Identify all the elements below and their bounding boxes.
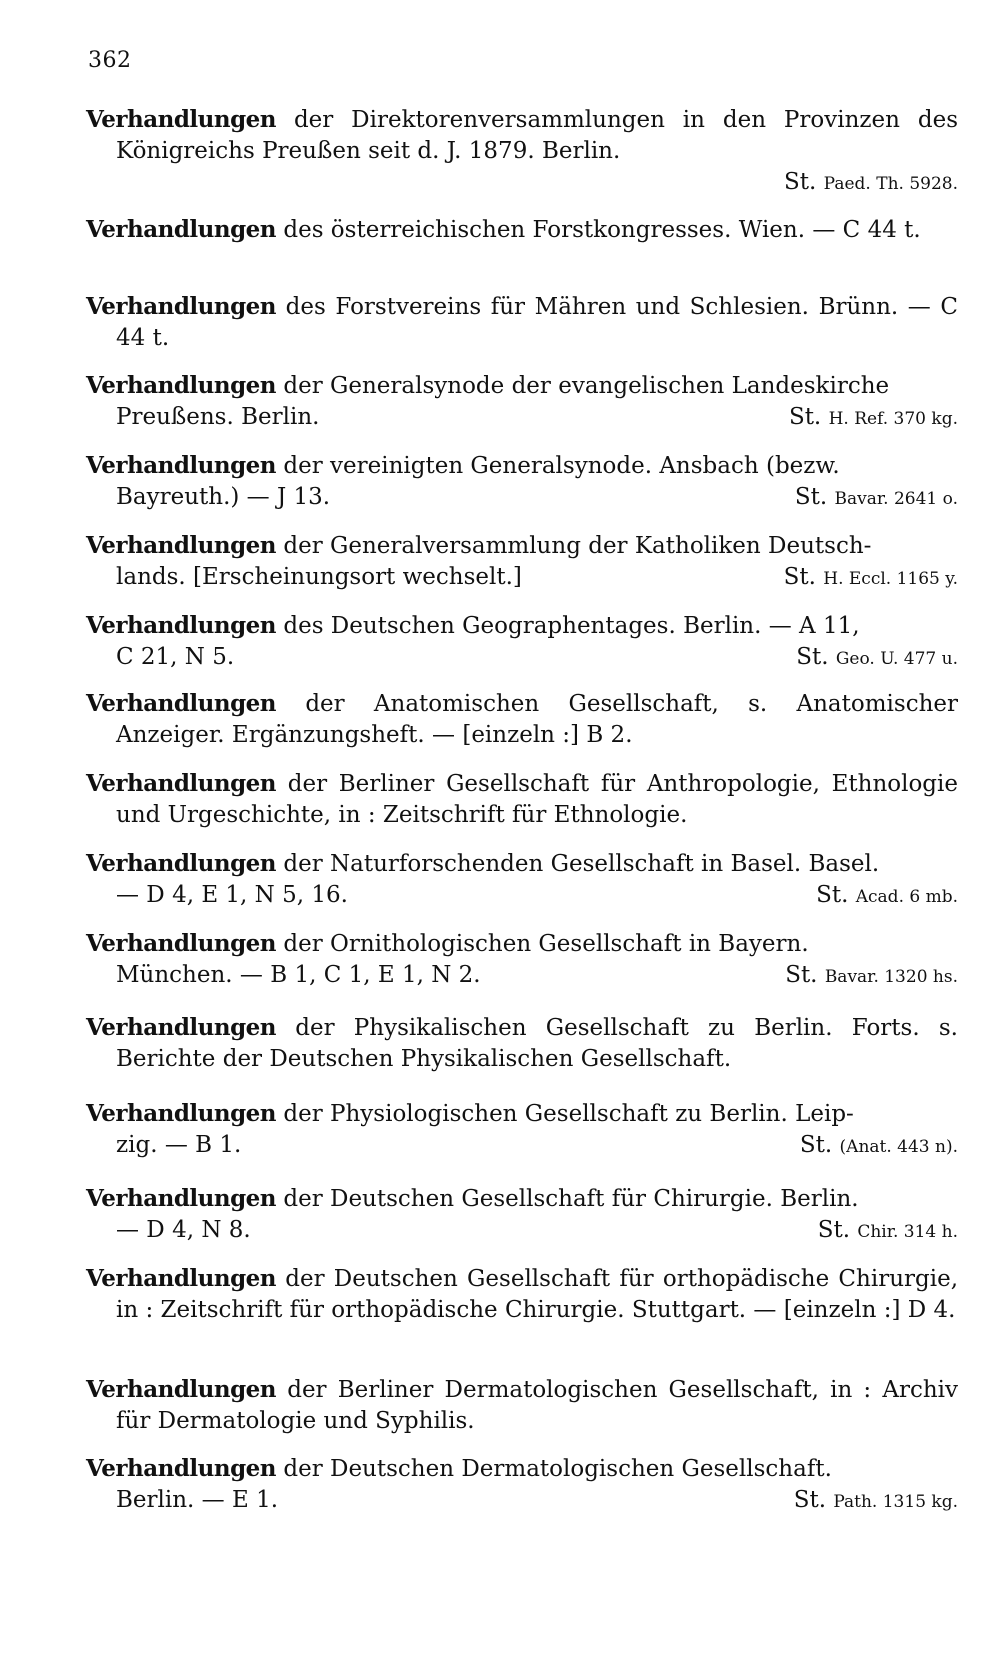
shelf-signature <box>794 1485 958 1518</box>
entry-tail: Preußens. Berlin. <box>116 404 320 430</box>
entry-text <box>86 1374 958 1437</box>
entry-last-line <box>86 482 958 515</box>
shelf-signature <box>818 1215 958 1248</box>
entry-tail: — D 4, E 1, N 5, 16. <box>116 882 348 908</box>
entry-description: der Naturforschenden Gesellschaft in Basel. Basel. <box>283 851 880 877</box>
signature-prefix: St. <box>817 1217 851 1243</box>
catalog-entry <box>86 1263 958 1326</box>
entry-heading: Verhandlungen <box>86 770 277 797</box>
entry-description: der vereinigten Generalsynode. Ansbach (bezw. <box>283 453 840 479</box>
entry-description: der Deutschen Gesellschaft für orthopädische Chirurgie, in : Zeitschrift für orthopädische Chirurgie. Stuttgart. — [einzeln :] D 4. <box>116 1266 959 1323</box>
entry-description: des Forstvereins für Mähren und Schlesien. Brünn. — C 44 t. <box>116 294 958 351</box>
shelf-signature <box>784 167 958 200</box>
entry-text <box>86 1098 958 1130</box>
entry-heading: Verhandlungen <box>86 690 277 717</box>
shelf-signature <box>795 482 958 515</box>
entry-last-line <box>86 1215 958 1248</box>
entry-description: der Deutschen Gesellschaft für Chirurgie. Berlin. <box>283 1186 859 1212</box>
entry-text <box>86 688 958 751</box>
shelf-signature <box>800 1130 958 1163</box>
entry-last-line <box>86 960 958 993</box>
catalog-entry <box>86 104 958 200</box>
entry-description: des Deutschen Geographentages. Berlin. — A 11, <box>283 613 860 639</box>
catalog-entry <box>86 291 958 354</box>
entry-text <box>86 104 958 167</box>
catalog-entry <box>86 530 958 595</box>
entry-text <box>86 610 958 642</box>
entry-last-line <box>86 1485 958 1518</box>
entry-last-line <box>86 880 958 913</box>
signature-detail: Path. 1315 kg. <box>833 1492 958 1512</box>
signature-detail: H. Eccl. 1165 y. <box>823 569 958 589</box>
catalog-entry <box>86 848 958 913</box>
entry-heading: Verhandlungen <box>86 106 277 133</box>
entry-tail: Berlin. — E 1. <box>116 1487 279 1513</box>
entry-heading: Verhandlungen <box>86 1455 277 1482</box>
signature-detail: Paed. Th. 5928. <box>823 174 958 194</box>
entry-text <box>86 1263 958 1326</box>
catalog-entry <box>86 450 958 515</box>
page-number: 362 <box>88 48 132 73</box>
entry-description: der Berliner Dermatologischen Gesellschaft, in : Archiv für Dermatologie und Syphilis. <box>116 1377 958 1434</box>
entry-heading: Verhandlungen <box>86 930 277 957</box>
catalog-entry <box>86 1012 958 1075</box>
entry-text <box>86 928 958 960</box>
shelf-signature <box>789 402 958 435</box>
signature-prefix: St. <box>796 644 829 670</box>
entry-heading: Verhandlungen <box>86 1100 277 1127</box>
entry-heading: Verhandlungen <box>86 1376 277 1403</box>
entry-description: der Physiologischen Gesellschaft zu Berlin. Leip- <box>283 1101 854 1127</box>
entry-description: des österreichischen Forstkongresses. Wien. — C 44 t. <box>283 217 921 243</box>
entry-heading: Verhandlungen <box>86 216 277 243</box>
entry-description: der Deutschen Dermatologischen Gesellschaft. <box>283 1456 832 1482</box>
entry-tail: München. — B 1, C 1, E 1, N 2. <box>116 962 481 988</box>
signature-prefix: St. <box>783 564 816 590</box>
entry-text <box>86 768 958 831</box>
signature-detail: (Anat. 443 n). <box>839 1137 958 1157</box>
signature-prefix: St. <box>793 1487 827 1513</box>
entry-description: der Anatomischen Gesellschaft, s. Anatomischer Anzeiger. Ergänzungsheft. — [einzeln :] B 2. <box>116 691 958 748</box>
entry-last-line <box>86 167 958 200</box>
signature-detail: Chir. 314 h. <box>857 1222 958 1242</box>
entry-description: der Berliner Gesellschaft für Anthropologie, Ethnologie und Urgeschichte, in : Zeitschrift für Ethnologie. <box>116 771 958 828</box>
entry-heading: Verhandlungen <box>86 293 277 320</box>
shelf-signature <box>785 960 958 993</box>
entry-heading: Verhandlungen <box>86 1014 277 1041</box>
entry-last-line <box>86 402 958 435</box>
catalog-entry <box>86 688 958 751</box>
catalog-entry <box>86 1374 958 1437</box>
entry-text <box>86 848 958 880</box>
entry-text <box>86 1453 958 1485</box>
signature-prefix: St. <box>788 404 822 430</box>
signature-prefix: St. <box>794 484 828 510</box>
signature-prefix: St. <box>784 169 817 195</box>
entry-text <box>86 1012 958 1075</box>
entry-last-line <box>86 1130 958 1163</box>
shelf-signature <box>816 880 958 913</box>
entry-heading: Verhandlungen <box>86 452 277 479</box>
entry-tail: lands. [Erscheinungsort wechselt.] <box>116 564 522 590</box>
entry-description: der Ornithologischen Gesellschaft in Bayern. <box>283 931 809 957</box>
entry-tail: Bayreuth.) — J 13. <box>116 484 331 510</box>
signature-detail: Acad. 6 mb. <box>855 887 958 907</box>
entry-description: der Generalversammlung der Katholiken Deutsch- <box>283 533 872 559</box>
signature-detail: Geo. U. 477 u. <box>835 649 958 669</box>
entry-heading: Verhandlungen <box>86 372 277 399</box>
entry-last-line <box>86 642 958 675</box>
entry-text <box>86 291 958 354</box>
signature-detail: H. Ref. 370 kg. <box>828 409 958 429</box>
catalog-entry <box>86 1453 958 1518</box>
entry-description: der Direktorenversammlungen in den Provinzen des Königreichs Preußen seit d. J. 1879. Berlin. <box>116 107 958 164</box>
catalog-entry <box>86 1183 958 1248</box>
entry-text <box>86 450 958 482</box>
entry-tail: — D 4, N 8. <box>116 1217 251 1243</box>
entry-heading: Verhandlungen <box>86 1265 277 1292</box>
catalog-entry <box>86 610 958 675</box>
entry-description: der Generalsynode der evangelischen Landeskirche <box>283 373 890 399</box>
entry-text <box>86 370 958 402</box>
signature-prefix: St. <box>816 882 849 908</box>
signature-prefix: St. <box>785 962 818 988</box>
catalog-entry <box>86 370 958 435</box>
catalog-entry <box>86 928 958 993</box>
entry-heading: Verhandlungen <box>86 612 277 639</box>
signature-prefix: St. <box>799 1132 833 1158</box>
entry-text <box>86 1183 958 1215</box>
entry-text <box>86 530 958 562</box>
shelf-signature <box>796 642 958 675</box>
entry-heading: Verhandlungen <box>86 1185 277 1212</box>
entry-description: der Physikalischen Gesellschaft zu Berlin. Forts. s. Berichte der Deutschen Physikalischen Gesellschaft. <box>116 1015 958 1072</box>
entry-tail: C 21, N 5. <box>116 644 235 670</box>
catalog-entry <box>86 1098 958 1163</box>
signature-detail: Bavar. 1320 hs. <box>824 967 958 987</box>
signature-detail: Bavar. 2641 o. <box>834 489 958 509</box>
entry-heading: Verhandlungen <box>86 532 277 559</box>
catalog-entry <box>86 214 958 246</box>
catalog-entry <box>86 768 958 831</box>
entry-heading: Verhandlungen <box>86 850 277 877</box>
shelf-signature <box>784 562 958 595</box>
entry-last-line <box>86 562 958 595</box>
entry-text <box>86 214 958 246</box>
entry-tail: zig. — B 1. <box>116 1132 242 1158</box>
